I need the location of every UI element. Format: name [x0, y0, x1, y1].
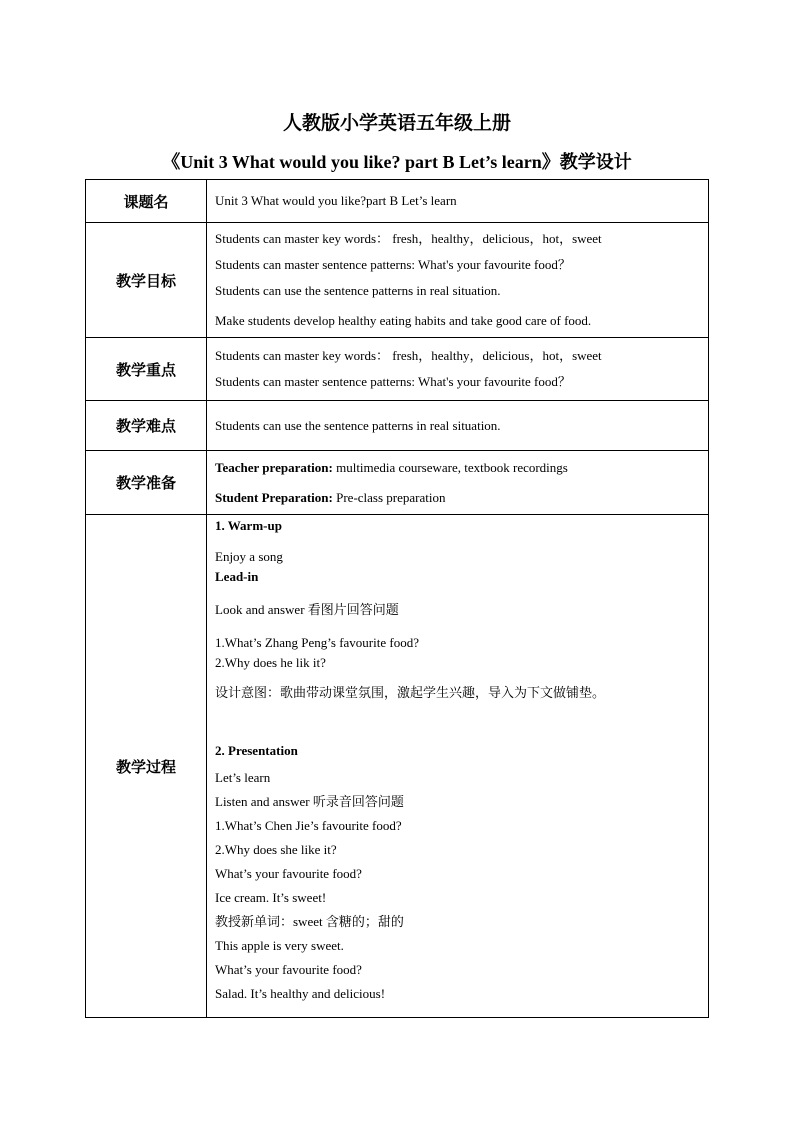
table-row: [86, 401, 709, 451]
process-line: Listen and answer 听录音回答问题: [215, 794, 404, 809]
objective-line: Students can master sentence patterns: What's your favourite food？: [215, 257, 571, 272]
document-subtitle: 《Unit 3 What would you like? part B Let’s learn》教学设计: [162, 152, 632, 172]
key-points-value: [207, 338, 709, 401]
process-line: Salad. It’s healthy and delicious!: [215, 986, 386, 1001]
process-line: What’s your favourite food?: [215, 866, 362, 881]
key-point-line: Students can master key words： fresh，healthy，delicious，hot，sweet: [215, 348, 602, 363]
process-line: 2.Why does he lik it?: [215, 655, 326, 670]
objective-line: Students can use the sentence patterns in real situation.: [215, 283, 501, 298]
table-row: [86, 338, 709, 401]
document-title: 人教版小学英语五年级上册: [282, 112, 511, 134]
process-line: Let’s learn: [215, 770, 271, 785]
teacher-prep-value: multimedia courseware, textbook recordings: [336, 459, 568, 475]
student-prep-value: Pre-class preparation: [336, 489, 446, 505]
table-row: [86, 223, 709, 338]
table-row: [86, 451, 709, 515]
process-line: Look and answer 看图片回答问题: [215, 602, 399, 617]
process-line: Ice cream. It’s sweet!: [215, 890, 327, 905]
process-line: 教授新单词：sweet 含糖的；甜的: [215, 914, 404, 929]
preparation-value: [207, 451, 709, 515]
student-prep-label: Student Preparation:: [215, 489, 333, 505]
table-row: [86, 515, 709, 1018]
warmup-heading: 1. Warm-up: [215, 518, 282, 533]
process-line: This apple is very sweet.: [215, 938, 344, 953]
difficulties-label: 教学难点: [86, 401, 207, 451]
key-point-line: Students can master sentence patterns: What's your favourite food？: [215, 374, 571, 389]
process-line: What’s your favourite food?: [215, 962, 362, 977]
preparation-label: 教学准备: [86, 451, 207, 515]
difficulties-value: Students can use the sentence patterns in real situation.: [207, 401, 709, 451]
process-line: 1.What’s Chen Jie’s favourite food?: [215, 818, 402, 833]
objective-line: Make students develop healthy eating habits and take good care of food.: [215, 313, 592, 328]
table-row: [86, 180, 709, 223]
key-points-label: 教学重点: [86, 338, 207, 401]
objectives-value: [207, 223, 709, 338]
presentation-heading: 2. Presentation: [215, 743, 298, 758]
teacher-prep-label: Teacher preparation:: [215, 459, 333, 475]
design-intent: 设计意图：歌曲带动课堂氛围，激起学生兴趣，导入为下文做铺垫。: [215, 686, 606, 701]
objective-line: Students can master key words： fresh，healthy，delicious，hot，sweet: [215, 231, 602, 246]
process-line: 2.Why does she like it?: [215, 842, 337, 857]
leadin-heading: Lead-in: [215, 569, 259, 584]
process-line: Enjoy a song: [215, 549, 283, 564]
topic-value: Unit 3 What would you like?part B Let’s learn: [207, 180, 709, 223]
process-value: [207, 515, 709, 1018]
objectives-label: 教学目标: [86, 223, 207, 338]
process-label: 教学过程: [86, 515, 207, 1018]
process-line: 1.What’s Zhang Peng’s favourite food?: [215, 635, 419, 650]
topic-label: 课题名: [86, 180, 207, 223]
lesson-plan-table: [85, 179, 709, 1018]
